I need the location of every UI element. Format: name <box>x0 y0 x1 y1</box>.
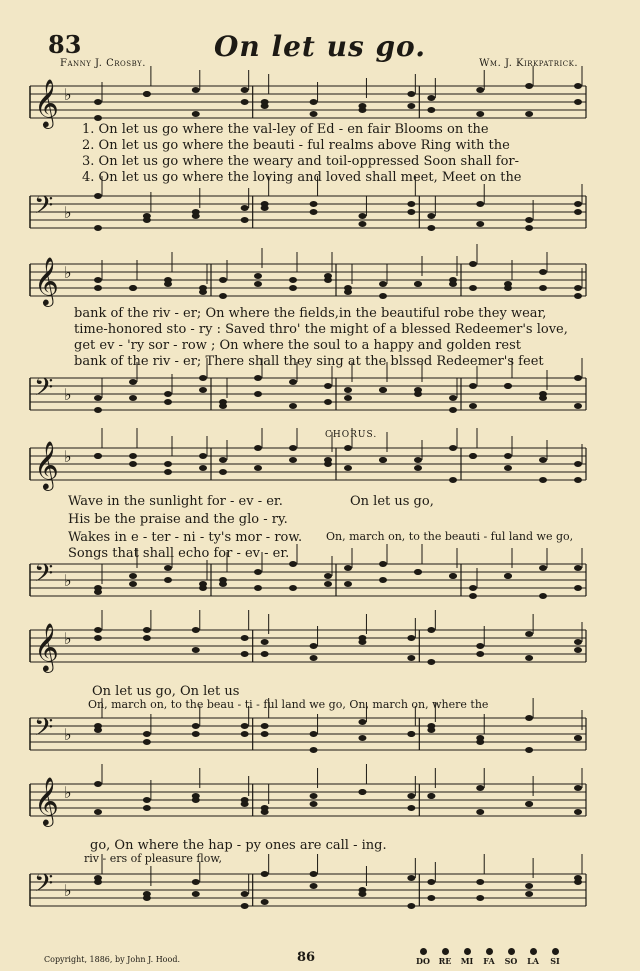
note-head <box>143 91 151 97</box>
solfa-so: SO <box>500 948 522 966</box>
note-head <box>254 273 262 279</box>
note-head <box>143 891 151 897</box>
chorus-upper-line-1: On let us go, <box>350 494 434 509</box>
treble-clef-icon: 𝄞 <box>34 256 59 305</box>
note-head <box>574 809 582 815</box>
note-head <box>344 565 352 571</box>
note-head <box>289 585 297 591</box>
note-head <box>407 875 415 881</box>
note-head <box>379 457 387 463</box>
note-head <box>310 731 318 737</box>
note-head <box>289 403 297 409</box>
note-head <box>164 461 172 467</box>
note-head <box>407 201 415 207</box>
verse-4-line-1: 4. On let us go where the loving and loved shall meet, Meet on the <box>82 170 522 185</box>
note-head <box>261 201 269 207</box>
note-head <box>504 383 512 389</box>
note-head <box>574 293 582 299</box>
note-head <box>310 643 318 649</box>
note-head <box>94 627 102 633</box>
note-head <box>476 785 484 791</box>
note-head <box>310 111 318 117</box>
note-head <box>525 715 533 721</box>
note-head <box>94 407 102 413</box>
note-head <box>129 461 137 467</box>
note-head <box>476 739 484 745</box>
note-head <box>358 891 366 897</box>
note-head <box>143 805 151 811</box>
note-head <box>379 281 387 287</box>
note-head <box>379 561 387 567</box>
note-head <box>241 891 249 897</box>
flat-icon: ♭ <box>64 263 72 282</box>
bass-staff-2 <box>30 370 586 430</box>
note-head <box>324 277 332 283</box>
flat-icon: ♭ <box>64 629 72 648</box>
note-head <box>192 111 200 117</box>
chorus-lower-line-2: On, march on, to the beau - ti - ful land we go, On, march on, where the <box>88 698 489 711</box>
treble-clef-icon: 𝄞 <box>34 440 59 489</box>
note-head <box>476 87 484 93</box>
note-head <box>539 477 547 483</box>
hymn-number: 83 <box>48 30 82 59</box>
note-head <box>289 277 297 283</box>
note-head <box>469 593 477 599</box>
note-head <box>525 217 533 223</box>
treble-staff-4 <box>30 622 586 682</box>
note-head <box>289 457 297 463</box>
chorus-upper-line-2: On let us go, On let us <box>92 684 240 699</box>
note-head <box>129 581 137 587</box>
note-head <box>254 465 262 471</box>
note-head <box>192 731 200 737</box>
note-head <box>94 225 102 231</box>
note-head <box>358 639 366 645</box>
note-head <box>574 735 582 741</box>
note-head <box>449 407 457 413</box>
note-head <box>310 871 318 877</box>
note-head <box>407 91 415 97</box>
note-head <box>525 631 533 637</box>
note-head <box>476 651 484 657</box>
chorus-label: CHORUS. <box>325 430 378 440</box>
note-head <box>407 805 415 811</box>
verse-2-line-1: 2. On let us go where the beauti - ful realms above Ring with the <box>82 138 510 153</box>
note-head <box>574 285 582 291</box>
note-head <box>504 285 512 291</box>
note-head <box>143 217 151 223</box>
note-head <box>379 387 387 393</box>
solfa-re: RE <box>434 948 456 966</box>
note-head <box>574 477 582 483</box>
note-head <box>310 747 318 753</box>
note-head <box>574 461 582 467</box>
note-head <box>414 569 422 575</box>
bass-clef-icon: 𝄢 <box>34 373 54 408</box>
note-head <box>358 213 366 219</box>
note-head <box>525 83 533 89</box>
note-head <box>525 801 533 807</box>
note-head <box>129 285 137 291</box>
note-head <box>427 225 435 231</box>
note-head <box>504 573 512 579</box>
note-head <box>94 635 102 641</box>
note-head <box>427 95 435 101</box>
note-head <box>358 719 366 725</box>
bass-staff-5 <box>30 866 586 926</box>
note-head <box>539 457 547 463</box>
note-head <box>143 739 151 745</box>
note-head <box>192 87 200 93</box>
note-head <box>407 103 415 109</box>
flat-icon: ♭ <box>64 447 72 466</box>
note-head <box>574 639 582 645</box>
flat-icon: ♭ <box>64 725 72 744</box>
note-head <box>469 261 477 267</box>
note-head <box>574 879 582 885</box>
note-head <box>261 651 269 657</box>
note-head <box>324 383 332 389</box>
note-head <box>574 375 582 381</box>
note-head <box>94 277 102 283</box>
bass-clef-icon: 𝄢 <box>34 559 54 594</box>
note-head <box>94 879 102 885</box>
note-head <box>261 723 269 729</box>
note-head <box>407 731 415 737</box>
note-head <box>254 375 262 381</box>
note-head <box>427 213 435 219</box>
note-head <box>324 457 332 463</box>
note-head <box>476 809 484 815</box>
note-head <box>192 627 200 633</box>
note-head <box>261 871 269 877</box>
note-head <box>289 285 297 291</box>
note-head <box>358 221 366 227</box>
note-head <box>414 281 422 287</box>
flat-icon: ♭ <box>64 203 72 222</box>
note-head <box>574 585 582 591</box>
note-head <box>164 391 172 397</box>
note-head <box>94 781 102 787</box>
note-head <box>414 457 422 463</box>
note-head <box>310 99 318 105</box>
note-head <box>94 193 102 199</box>
treble-clef-icon: 𝄞 <box>34 622 59 671</box>
note-head <box>94 115 102 121</box>
note-head <box>164 469 172 475</box>
note-head <box>129 453 137 459</box>
note-head <box>219 403 227 409</box>
note-head <box>192 793 200 799</box>
chorus-upper-line-3: go, On where the hap - py ones are call - ing. <box>90 838 387 853</box>
note-head <box>449 281 457 287</box>
note-head <box>241 99 249 105</box>
note-head <box>164 399 172 405</box>
note-head <box>241 635 249 641</box>
note-head <box>241 205 249 211</box>
note-head <box>192 891 200 897</box>
note-head <box>199 375 207 381</box>
flat-icon: ♭ <box>64 571 72 590</box>
flat-icon: ♭ <box>64 385 72 404</box>
page-number: 86 <box>297 950 316 965</box>
note-head <box>143 627 151 633</box>
note-head <box>94 285 102 291</box>
verse-1-line-3: Wave in the sunlight for - ev - er. <box>68 494 283 509</box>
note-head <box>574 647 582 653</box>
note-head <box>241 731 249 737</box>
note-head <box>261 639 269 645</box>
treble-clef-icon: 𝄞 <box>34 78 59 127</box>
note-head <box>199 453 207 459</box>
note-head <box>219 457 227 463</box>
note-head <box>469 285 477 291</box>
note-head <box>129 573 137 579</box>
note-head <box>358 103 366 109</box>
note-head <box>254 281 262 287</box>
note-head <box>449 445 457 451</box>
note-head <box>379 293 387 299</box>
chorus-lower-line-1: On, march on, to the beauti - ful land we go, <box>326 530 574 543</box>
solfa-legend <box>412 948 566 968</box>
note-head <box>261 99 269 105</box>
treble-staff-5 <box>30 776 586 836</box>
note-head <box>344 387 352 393</box>
note-head <box>261 899 269 905</box>
note-head <box>427 793 435 799</box>
note-head <box>427 895 435 901</box>
note-head <box>164 565 172 571</box>
treble-staff-3 <box>30 440 586 500</box>
note-head <box>310 201 318 207</box>
solfa-la: LA <box>522 948 544 966</box>
note-head <box>143 635 151 641</box>
verse-4-line-2: bank of the riv - er; There shall they sing at the blssed Redeemer's feet <box>74 354 544 369</box>
note-head <box>414 387 422 393</box>
note-head <box>219 277 227 283</box>
note-head <box>310 655 318 661</box>
note-head <box>379 577 387 583</box>
note-head <box>310 883 318 889</box>
note-head <box>449 395 457 401</box>
note-head <box>574 99 582 105</box>
note-head <box>94 453 102 459</box>
lyricist-credit: Fanny J. Crosby. <box>60 58 146 69</box>
bass-staff-3 <box>30 556 586 616</box>
note-head <box>539 565 547 571</box>
bass-clef-icon: 𝄢 <box>34 191 54 226</box>
flat-icon: ♭ <box>64 881 72 900</box>
note-head <box>261 731 269 737</box>
note-head <box>574 785 582 791</box>
verse-3-line-3: Wakes in e - ter - ni - ty's mor - row. <box>68 530 303 545</box>
note-head <box>574 209 582 215</box>
bass-staff-4 <box>30 710 586 770</box>
composer-credit: Wm. J. Kirkpatrick. <box>479 58 578 69</box>
note-head <box>241 217 249 223</box>
note-head <box>427 727 435 733</box>
note-head <box>164 577 172 583</box>
bass-staff-1 <box>30 188 586 248</box>
note-head <box>94 99 102 105</box>
note-head <box>539 593 547 599</box>
note-head <box>449 573 457 579</box>
note-head <box>219 577 227 583</box>
note-head <box>344 581 352 587</box>
note-head <box>344 465 352 471</box>
note-head <box>254 391 262 397</box>
note-head <box>476 201 484 207</box>
note-head <box>469 453 477 459</box>
note-head <box>254 569 262 575</box>
note-head <box>129 379 137 385</box>
note-head <box>310 801 318 807</box>
note-head <box>344 445 352 451</box>
note-head <box>539 269 547 275</box>
note-head <box>241 903 249 909</box>
note-head <box>476 879 484 885</box>
note-head <box>427 659 435 665</box>
note-head <box>504 465 512 471</box>
note-head <box>539 285 547 291</box>
note-head <box>94 809 102 815</box>
note-head <box>476 221 484 227</box>
note-head <box>261 809 269 815</box>
note-head <box>525 883 533 889</box>
note-head <box>407 635 415 641</box>
note-head <box>427 879 435 885</box>
verse-2-line-2: time-honored sto - ry : Saved thro' the might of a blessed Redeemer's love, <box>74 322 568 337</box>
note-head <box>469 403 477 409</box>
note-head <box>539 395 547 401</box>
note-head <box>219 293 227 299</box>
note-head <box>94 723 102 729</box>
note-head <box>192 213 200 219</box>
note-head <box>407 903 415 909</box>
note-head <box>324 581 332 587</box>
note-head <box>241 801 249 807</box>
note-head <box>129 395 137 401</box>
solfa-fa: FA <box>478 948 500 966</box>
solfa-do: DO <box>412 948 434 966</box>
note-head <box>407 793 415 799</box>
note-head <box>310 793 318 799</box>
note-head <box>344 395 352 401</box>
note-head <box>469 585 477 591</box>
note-head <box>476 111 484 117</box>
note-head <box>525 891 533 897</box>
note-head <box>143 731 151 737</box>
hymn-title: On let us go. <box>213 30 426 63</box>
note-head <box>427 107 435 113</box>
note-head <box>358 789 366 795</box>
verse-3-line-2: get ev - 'ry sor - row ; On where the soul to a happy and golden rest <box>74 338 522 353</box>
note-head <box>574 201 582 207</box>
verse-4-line-3: Songs that shall echo for - ev - er. <box>68 546 290 561</box>
solfa-si: SI <box>544 948 566 966</box>
verse-1-line-2: bank of the riv - er; On where the fields,in the beautiful robe they wear, <box>74 306 547 321</box>
note-head <box>219 469 227 475</box>
note-head <box>241 723 249 729</box>
note-head <box>192 879 200 885</box>
note-head <box>241 87 249 93</box>
note-head <box>414 465 422 471</box>
note-head <box>476 643 484 649</box>
note-head <box>427 627 435 633</box>
note-head <box>310 209 318 215</box>
note-head <box>164 277 172 283</box>
verse-1-line-1: 1. On let us go where the val-ley of Ed - en fair Blooms on the <box>82 122 489 137</box>
note-head <box>504 453 512 459</box>
note-head <box>407 209 415 215</box>
note-head <box>574 565 582 571</box>
note-head <box>358 735 366 741</box>
note-head <box>574 403 582 409</box>
note-head <box>476 895 484 901</box>
note-head <box>525 747 533 753</box>
note-head <box>254 445 262 451</box>
note-head <box>525 111 533 117</box>
note-head <box>94 395 102 401</box>
solfa-mi: MI <box>456 948 478 966</box>
note-head <box>469 383 477 389</box>
note-head <box>525 655 533 661</box>
note-head <box>143 797 151 803</box>
note-head <box>324 399 332 405</box>
note-head <box>574 83 582 89</box>
note-head <box>199 289 207 295</box>
note-head <box>192 647 200 653</box>
note-head <box>344 289 352 295</box>
note-head <box>199 387 207 393</box>
bass-clef-icon: 𝄢 <box>34 869 54 904</box>
note-head <box>407 655 415 661</box>
verse-2-line-3: His be the praise and the glo - ry. <box>68 512 288 527</box>
note-head <box>449 477 457 483</box>
treble-clef-icon: 𝄞 <box>34 776 59 825</box>
note-head <box>525 225 533 231</box>
verse-3-line-1: 3. On let us go where the weary and toil-oppressed Soon shall for- <box>82 154 520 169</box>
note-head <box>289 445 297 451</box>
note-head <box>254 585 262 591</box>
note-head <box>241 651 249 657</box>
chorus-lower-line-3: riv - ers of pleasure flow, <box>84 852 222 865</box>
note-head <box>192 723 200 729</box>
flat-icon: ♭ <box>64 85 72 104</box>
note-head <box>199 585 207 591</box>
copyright-notice: Copyright, 1886, by John J. Hood. <box>44 955 180 964</box>
flat-icon: ♭ <box>64 783 72 802</box>
note-head <box>324 573 332 579</box>
note-head <box>199 465 207 471</box>
bass-clef-icon: 𝄢 <box>34 713 54 748</box>
note-head <box>94 589 102 595</box>
note-head <box>289 561 297 567</box>
note-head <box>289 379 297 385</box>
